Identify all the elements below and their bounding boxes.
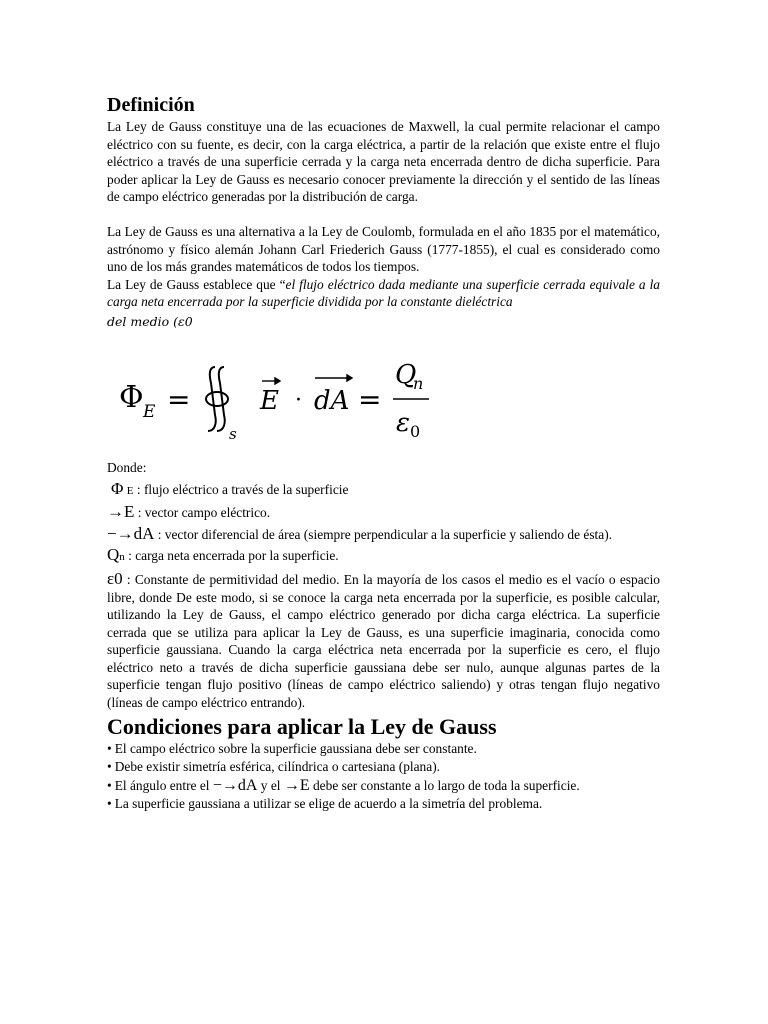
definition-text: : vector diferencial de área (siempre perpendicular a la superficie y saliendo de ésta). [154,526,613,542]
vector-arrow-icon [315,375,352,381]
gauss-law-formula [107,339,660,459]
formula-dot: · [295,387,302,413]
conditions-list [107,740,660,814]
condition-text: debe ser constante a lo largo de toda la superficie. [309,777,580,793]
epsilon-symbol: ε0 [107,568,123,588]
bullet-icon: • [107,759,112,775]
bullet-icon: • [107,740,112,756]
formula-denominator-sub: 0 [410,421,421,441]
spacer [107,206,660,223]
bullet-icon: • [107,796,112,812]
definition-text: : carga neta encerrada por la superficie. [124,548,339,564]
vector-arrow-icon [262,378,280,384]
epsilon-text: : Constante de permitividad del medio. En la mayoría de los casos el medio es el vacío o espacio libre, donde De este modo, si se conoce la carga neta encerrada por la superficie, es posible calcular, utilizando la Ley de Gauss, el campo eléctrico generado por dicha carga eléctrica. La superficie cerrada que se utiliza para aplicar la Ley de Gauss, es una superficie imaginaria, conocida como superficie gaussiana. Cuando la carga eléctrica neta encerrada por la superficie es cero, el flujo eléctrico neto a través de dicha superficie gaussiana debe ser nulo, aunque algunas partes de la superficie tengan flujo positivo (líneas de campo eléctrico saliendo) y otras tengan flujo negativo (líneas de campo eléctrico entrando). [107,571,660,711]
definition-epsilon [107,570,660,712]
list-item [107,795,660,814]
condition-text: El campo eléctrico sobre la superficie gaussiana debe ser constante. [114,740,477,756]
formula-svg [107,339,447,459]
paragraph-2: La Ley de Gauss es una alternativa a la Ley de Coulomb, formulada en el año 1835 por el matemático, astrónomo y físico alemán Johann Carl Friederich Gauss (1777-1855), el cual es considerado como uno de los más grandes matemáticos de todos los tiempos. [107,223,660,275]
list-item [107,777,660,796]
definition-q [107,546,660,567]
document-page [107,92,660,814]
formula-equals-2: = [358,382,382,416]
condition-text: La superficie gaussiana a utilizar se elige de acuerdo a la simetría del problema. [114,796,543,812]
donde-label: Donde: [107,459,147,475]
definition-symbol: Q [107,545,120,565]
condition-text: El ángulo entre el [114,777,213,793]
section-heading-condiciones: Condiciones para aplicar la Ley de Gauss [107,713,497,739]
definition-symbol: Φ [111,478,124,498]
formula-da: dA [314,385,350,416]
definition-symbol: →E [107,502,135,522]
formula-numerator-sub: n [413,373,424,393]
definition-symbol: −→dA [107,523,155,543]
formula-equals-1: = [167,382,191,416]
list-item [107,758,660,777]
paragraph-3 [107,276,660,311]
definition-symbol-sub: n [119,551,125,564]
formula-numerator: Q [395,359,417,390]
surface-integral-icon [206,367,228,431]
condition-text: Debe existir simetría esférica, cilíndrica o cartesiana (plana). [114,759,441,775]
formula-integral-sub: s [229,424,237,443]
paragraph-1: La Ley de Gauss constituye una de las ecuaciones de Maxwell, la cual permite relacionar el campo eléctrico con su fuente, es decir, con la carga eléctrica, a partir de la relación que existe entre el flujo eléctrico a través de una superficie cerrada y la carga neta encerrada dentro de dicha superficie. Para poder aplicar la Ley de Gauss es necesario conocer previamente la dirección y el sentido de las líneas de campo eléctrico generadas por la distribución de carga. [107,119,660,205]
condition-symbol-e: →E [283,776,310,794]
formula-denominator: ε [396,407,410,438]
formula-phi: Φ [119,379,144,415]
definition-da [107,525,660,544]
bullet-icon: • [107,777,112,793]
section-heading-definicion: Definición [107,94,195,116]
definition-symbol-sub: E [126,484,134,497]
definition-text: : vector campo eléctrico. [134,505,271,521]
paragraph-3-intro: La Ley de Gauss establece que “ [107,276,286,292]
paragraph-3-tail: del medio (ε0 [107,313,193,329]
condition-text: y el [257,777,284,793]
gauss-law-quote: el flujo eléctrico dada mediante una superficie cerrada equivale a la carga neta encerrada por la superficie dividida por la constante dieléctrica [107,276,660,310]
definition-e [107,503,660,522]
formula-phi-sub: E [143,401,156,422]
definition-text: : flujo eléctrico a través de la superficie [133,481,349,497]
formula-e: E [260,385,279,416]
list-item [107,740,660,759]
definition-phi [107,480,660,501]
condition-symbol-da: −→dA [212,776,258,794]
